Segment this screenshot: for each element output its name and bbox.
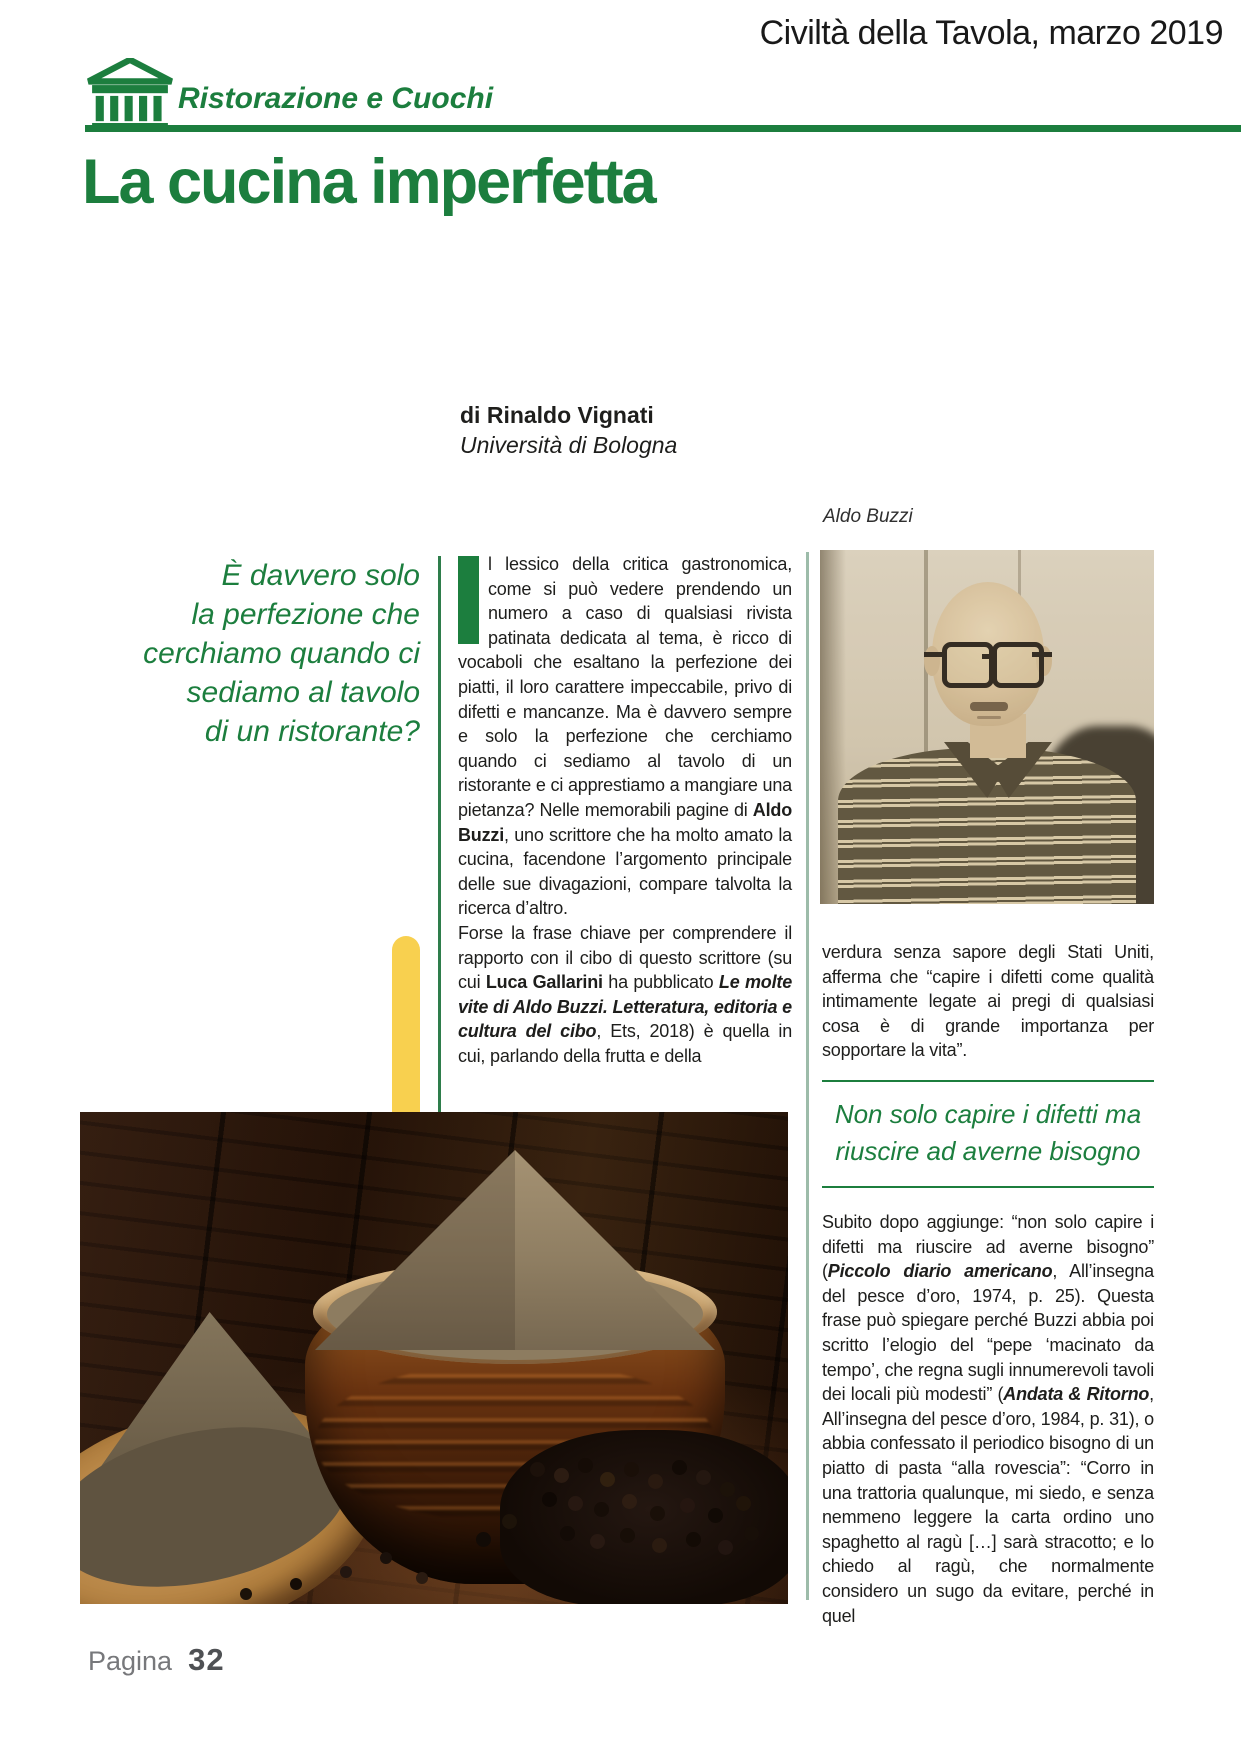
pull-quote-line: sediamo al tavolo [186,676,420,709]
column-1 [458,552,792,1068]
drop-cap [458,556,479,644]
photo-aldo-buzzi [820,550,1154,904]
temple-icon [84,58,176,132]
scattered-peppercorns [380,1552,392,1564]
page-label: Pagina [88,1646,173,1676]
column-rule-sage [806,552,809,1600]
peppercorn-pile [500,1430,788,1604]
subheading-rule-top [822,1080,1154,1082]
page-footer [88,1642,225,1678]
byline-block [460,400,677,460]
page-number: 32 [188,1642,225,1677]
column-2-body [822,1210,1154,1628]
pull-quote-line: di un ristorante? [204,715,420,748]
header-rule [85,125,1241,132]
pull-quote [88,556,420,751]
subheading-rule-bottom [822,1186,1154,1188]
paragraph: Subito dopo aggiunge: “non solo capire i difetti ma riuscire ad averne bisogno” (Piccolo diario americano, All’insegna del pesce d’oro, 1974, p. 25). Questa frase può spiegare perché Buzzi abbia poi scritto l’elogio del “pepe ‘macinato da tempo’, che regna sugli innumerevoli tavoli dei locali più modesti” (Andata & Ritorno, All’insegna del pesce d’oro, 1984, p. 31), o abbia confessato il periodico bisogno di un piatto di pasta “alla rovescia”: “Corro in una trattoria qualunque, mi siedo, e senza nemmeno leggere la carta ordino uno spaghetto al ragù […] sarà stracotto; e lo chiedo al ragù, che normalmente considero un sugo da evitare, perché in quel [822,1212,1154,1626]
column-rule-green [438,556,441,1134]
paragraph: Forse la frase chiave per comprendere il rapporto con il cibo di questo scrittore (su cui Luca Gallarini ha pubblicato Le molte vite di Aldo Buzzi. Letteratura, editoria e cultura del cibo, Ets, 2018) è quella in cui, parlando della frutta e della [458,922,793,1066]
paragraph: verdura senza sapore degli Stati Uniti, afferma che “capire i difetti come qualità intimamente legate ai pregi di qualsiasi cosa è di grande importanza per sopportare la vita”. [822,942,1154,1061]
issue-title: Civiltà della Tavola, marzo 2019 [759,14,1223,52]
subheading [822,1096,1154,1170]
column-2-continuation [822,940,1154,1063]
pull-quote-line: È davvero solo [221,559,420,592]
peppercorns [530,1462,545,1477]
section-title: Ristorazione e Cuochi [178,82,494,115]
article-title: La cucina imperfetta [82,147,655,217]
paragraph [458,552,792,921]
sepia-overlay [820,550,1154,904]
pull-quote-line: la perfezione che [191,598,420,631]
photo-caption: Aldo Buzzi [823,506,913,527]
photo-pepper-bowl [80,1112,788,1604]
byline-affiliation: Università di Bologna [460,432,678,458]
subheading-line: riuscire ad averne bisogno [835,1136,1141,1166]
byline-author: di Rinaldo Vignati [460,402,654,428]
paragraph-text: l lessico della critica gastronomica, come si può vedere prendendo un numero a caso di qualsiasi rivista patinata dedicata al tema, è ricco di vocaboli che esaltano la perfezione dei piatti, il loro carattere impeccabile, privo di difetti e mancanze. Ma è davvero sempre e solo la perfezione che cerchiamo quando ci sediamo al tavolo di un ristorante e ci apprestiamo a mangiare una pietanza? Nelle memorabili pagine di Aldo Buzzi, uno scrittore che ha molto amato la cucina, facendone l’argomento principale delle sue divagazioni, compare talvolta la ricerca d’altro. [458,554,792,919]
subheading-line: Non solo capire i difetti ma [834,1099,1142,1129]
pull-quote-line: cerchiamo quando ci [143,637,420,670]
